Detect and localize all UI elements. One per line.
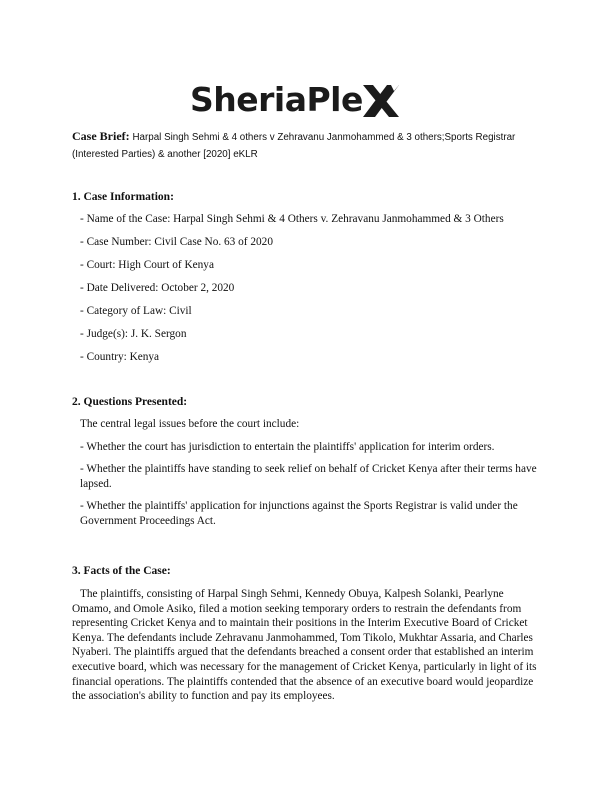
- section-heading: 1. Case Information:: [72, 191, 174, 203]
- logo-text: SheriaPle: [190, 79, 363, 119]
- sheriaplex-logo: [190, 77, 430, 121]
- questions-presented-section: [72, 395, 542, 528]
- list-item: - Whether the court has jurisdiction to entertain the plaintiffs' application for interim orders.: [80, 441, 495, 453]
- section-heading: 2. Questions Presented:: [72, 396, 188, 408]
- list-item: - Name of the Case: Harpal Singh Sehmi & 4 Others v. Zehravanu Janmohammed & 3 Others: [80, 213, 504, 225]
- facts-of-case-section: [72, 564, 542, 704]
- list-item: - Country: Kenya: [80, 351, 160, 363]
- case-brief-label: Case Brief:: [72, 129, 130, 143]
- list-item: - Case Number: Civil Case No. 63 of 2020: [80, 236, 273, 248]
- case-brief: [72, 128, 552, 163]
- list-item: - Whether the plaintiffs' application for injunctions against the Sports Registrar is valid under the Government Proceedings Act.: [80, 500, 518, 527]
- section-heading: 3. Facts of the Case:: [72, 565, 171, 577]
- facts-paragraph: The plaintiffs, consisting of Harpal Singh Sehmi, Kennedy Obuya, Kalpesh Solanki, Pearlyne Omamo, and Omole Asiko, filed a motion seeking temporary orders to restrain the defendants from representing Cricket Kenya and to maintain their positions in the Interim Executive Board of Cricket Kenya. The defendants include Zehravanu Janmohammed, Tom Tikolo, Mukhtar Assaria, and Charles Nyaberi. The plaintiffs argued that the defendants breached a consent order that established an interim executive board, which was necessary for the management of Cricket Kenya, particularly in light of its financial operations. The plaintiffs contended that the absence of an executive board would jeopardize the association's ability to function and pay its employees.: [72, 588, 537, 703]
- list-item: - Judge(s): J. K. Sergon: [80, 328, 187, 340]
- case-brief-title: Harpal Singh Sehmi & 4 others v Zehravanu Janmohammed & 3 others;Sports Registrar (Interested Parties) & another [2020] eKLR: [72, 132, 516, 160]
- questions-intro: The central legal issues before the court include:: [80, 418, 300, 430]
- list-item: - Category of Law: Civil: [80, 305, 192, 317]
- case-information-section: [72, 190, 542, 364]
- logo-x-mark-icon: [361, 83, 401, 119]
- list-item: - Date Delivered: October 2, 2020: [80, 282, 235, 294]
- list-item: - Court: High Court of Kenya: [80, 259, 214, 271]
- list-item: - Whether the plaintiffs have standing to seek relief on behalf of Cricket Kenya after their terms have lapsed.: [80, 463, 537, 490]
